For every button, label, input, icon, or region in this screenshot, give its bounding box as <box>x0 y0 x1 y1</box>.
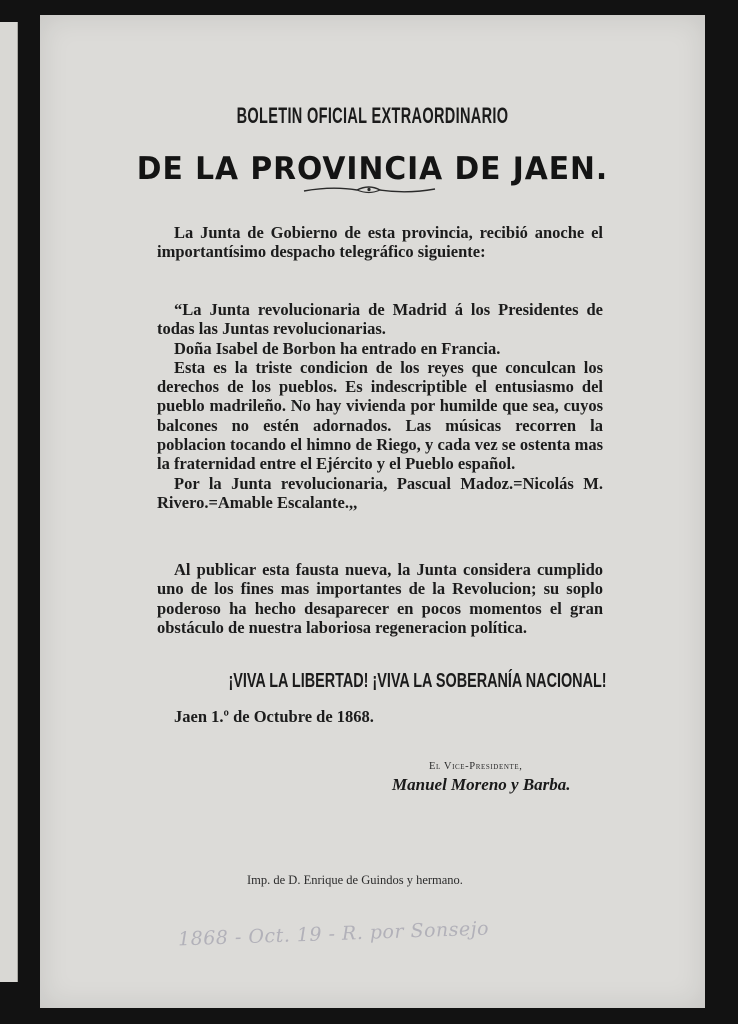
intro-paragraph: La Junta de Gobierno de esta provincia, recibió anoche el importantísimo despacho telegráfico siguiente: <box>157 223 603 262</box>
slogan: ¡VIVA LA LIBERTAD! ¡VIVA LA SOBERANÍA NACIONAL! <box>228 670 607 692</box>
signatory-name: Manuel Moreno y Barba. <box>392 775 571 794</box>
telegram-paragraph: Esta es la triste condicion de los reyes que conculcan los derechos de los pueblos. Es indescriptible el entusiasmo del pueblo madrileño. No hay vivienda por humilde que sea, cuyos balcones no estén adornados. Las músicas recorren la poblacion tocando el himno de Riego, y cada vez se ostenta mas la fraternidad entre el Ejército y el Pueblo español. <box>157 357 603 474</box>
handwritten-note: 1868 - Oct. 19 - R. por Sonsejo <box>177 917 490 951</box>
heading-line-2: DE LA PROVINCIA DE JAEN. <box>136 151 609 187</box>
adjacent-page-edge <box>0 22 18 982</box>
document-sheet <box>40 15 705 1008</box>
telegram-paragraph: “La Junta revolucionaria de Madrid á los Presidentes de todas las Juntas revolucionarias. <box>157 300 603 339</box>
date-line: Jaen 1.º de Octubre de 1868. <box>174 707 374 726</box>
ornament-flourish <box>302 183 437 197</box>
printer-imprint: Imp. de D. Enrique de Guindos y hermano. <box>247 873 463 887</box>
announcement-paragraph: Al publicar esta fausta nueva, la Junta considera cumplido uno de los fines mas importantes de la Revolucion; su soplo poderoso ha hecho desaparecer en pocos momentos el gran obstáculo de nuestra laboriosa regeneracion política. <box>157 560 603 637</box>
signatory-title: El Vice-Presidente, <box>429 761 523 772</box>
heading-line-1: BOLETIN OFICIAL EXTRAORDINARIO <box>236 103 509 128</box>
telegram-block <box>157 300 603 512</box>
telegram-paragraph: Doña Isabel de Borbon ha entrado en Francia. <box>174 338 501 358</box>
telegram-paragraph: Por la Junta revolucionaria, Pascual Madoz.=Nicolás M. Rivero.=Amable Escalante.,, <box>157 473 603 512</box>
